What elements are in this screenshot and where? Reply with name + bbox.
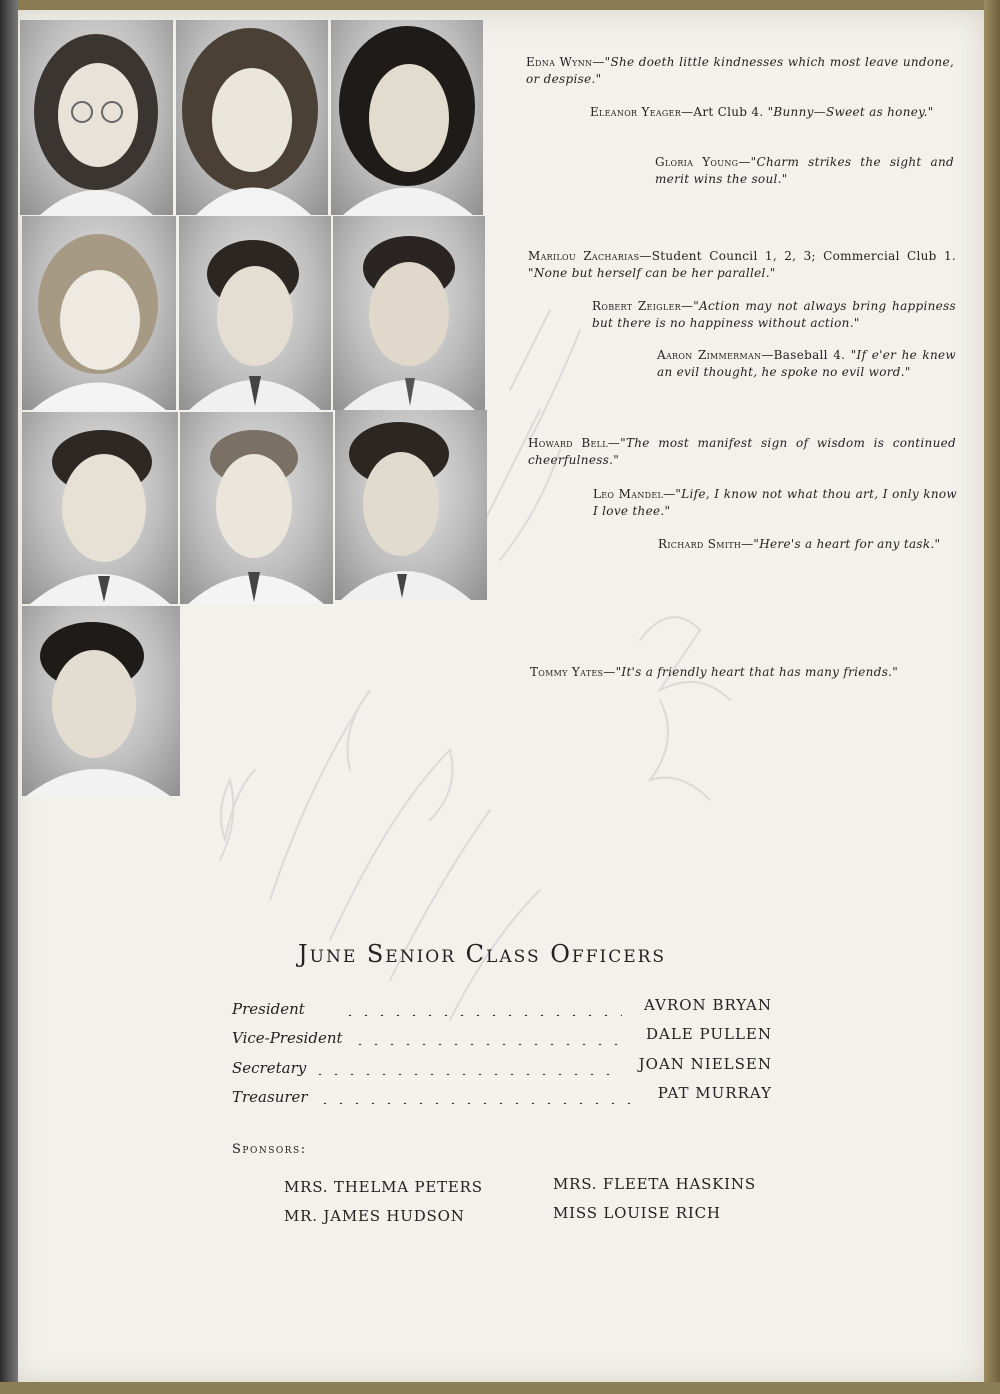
officer-name: DALE PULLEN (645, 1025, 772, 1043)
portrait-boy-icon (180, 412, 333, 604)
senior-entry: Robert Zeigler—"Action may not always bring happiness but there is no happiness without action." (592, 299, 956, 330)
officer-name: PAT MURRAY (657, 1084, 772, 1102)
portrait-boy-icon (179, 216, 331, 410)
portrait-photo (335, 410, 487, 600)
senior-quote: "Here's a heart for any task." (753, 537, 941, 551)
senior-name: Edna Wynn (526, 55, 593, 69)
senior-quote: "None but herself can be her parallel." (528, 266, 776, 280)
portrait-girl-icon (176, 20, 328, 215)
senior-name: Tommy Yates (530, 665, 604, 679)
portrait-photo (333, 216, 485, 410)
officer-name: AVRON BRYAN (644, 996, 772, 1014)
portrait-girl-glasses-icon (20, 20, 173, 215)
senior-entry: Leo Mandel—"Life, I know not what thou art, I only know I love thee." (593, 487, 958, 518)
senior-name: Aaron Zimmerman (657, 348, 762, 362)
officer-row (232, 1084, 772, 1108)
officer-row (232, 1055, 772, 1079)
leader-dots (342, 996, 622, 1016)
leader-dots (352, 1025, 622, 1045)
portrait-photo (22, 606, 180, 796)
portrait-boy-icon (333, 216, 485, 410)
portrait-photo (176, 20, 328, 215)
sponsor-name: MRS. FLEETA HASKINS (553, 1175, 756, 1193)
senior-activities: Art Club 4. (693, 105, 764, 119)
senior-activities: Baseball 4. (773, 348, 846, 362)
senior-entry: Tommy Yates—"It's a friendly heart that has many friends." (530, 665, 899, 679)
portrait-boy-icon (22, 412, 178, 604)
senior-quote: "The most manifest sign of wisdom is continued cheerfulness." (528, 436, 956, 467)
sponsor-name: MISS LOUISE RICH (553, 1204, 721, 1222)
senior-name: Eleanor Yeager (590, 105, 682, 119)
officer-role: Vice-President (232, 1029, 343, 1047)
portrait-photo (22, 216, 176, 410)
senior-quote: "Action may not always bring happiness but there is no happiness without action." (592, 299, 956, 330)
portrait-boy-icon (335, 410, 487, 600)
sponsor-name: MRS. THELMA PETERS (284, 1178, 483, 1196)
senior-quote: "She doeth little kindnesses which most leave undone, or despise." (526, 55, 954, 86)
officer-role: President (232, 1000, 305, 1018)
officer-row (232, 996, 772, 1020)
officer-role: Treasurer (232, 1088, 308, 1106)
sponsor-name: MR. JAMES HUDSON (284, 1207, 465, 1225)
leader-dots (312, 1055, 612, 1075)
senior-entry: Edna Wynn—"She doeth little kindnesses which most leave undone, or despise." (526, 55, 954, 86)
portrait-boy-icon (22, 606, 180, 796)
senior-quote: "It's a friendly heart that has many friends." (615, 665, 899, 679)
portrait-photo (20, 20, 173, 215)
bottom-page-edge (0, 1382, 1000, 1394)
senior-quote: "Charm strikes the sight and merit wins the soul." (655, 155, 955, 186)
portrait-photo (179, 216, 331, 410)
officer-row (232, 1025, 772, 1049)
officer-role: Secretary (232, 1059, 307, 1077)
senior-quote: "Life, I know not what thou art, I only know I love thee." (593, 487, 958, 518)
senior-quote: "If e'er he knew an evil thought, he spoke no evil word." (657, 348, 956, 379)
senior-entry: Marilou Zacharias—Student Council 1, 2, 3; Commercial Club 1. "None but herself can be her parallel." (528, 249, 956, 280)
senior-name: Robert Zeigler (592, 299, 681, 313)
portrait-girl-icon (22, 216, 176, 410)
senior-name: Richard Smith (658, 537, 742, 551)
senior-entry: Gloria Young—"Charm strikes the sight and merit wins the soul." (655, 155, 955, 186)
senior-quote: "Bunny—Sweet as honey." (767, 105, 934, 119)
portrait-photo (180, 412, 333, 604)
sponsors-label: Sponsors: (232, 1142, 307, 1157)
senior-entry: Richard Smith—"Here's a heart for any task." (658, 537, 941, 551)
senior-name: Leo Mandel (593, 487, 664, 501)
officers-heading: June Senior Class Officers (298, 940, 667, 968)
senior-entry: Howard Bell—"The most manifest sign of wisdom is continued cheerfulness." (528, 436, 956, 467)
book-binding (0, 0, 18, 1394)
senior-name: Marilou Zacharias (528, 249, 640, 263)
senior-name: Howard Bell (528, 436, 608, 450)
senior-entry: Eleanor Yeager—Art Club 4. "Bunny—Sweet as honey." (590, 105, 934, 119)
portrait-photo (331, 20, 483, 215)
portrait-photo (22, 412, 178, 604)
leader-dots (317, 1084, 632, 1104)
senior-activities: Student Council 1, 2, 3; Commercial Club 1. (651, 249, 956, 263)
senior-name: Gloria Young (655, 155, 739, 169)
senior-entry: Aaron Zimmerman—Baseball 4. "If e'er he knew an evil thought, he spoke no evil word." (657, 348, 956, 379)
right-page-edge (984, 0, 1000, 1394)
officer-name: JOAN NIELSEN (638, 1055, 772, 1073)
portrait-girl-icon (331, 20, 483, 215)
